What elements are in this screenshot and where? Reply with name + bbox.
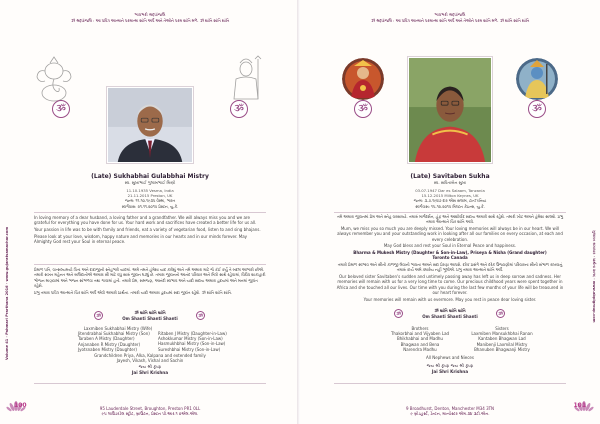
tribute-paragraph: In loving memory of a dear husband, a loving father and a grandfather. We will always miss you and we are grateful for everything you have done for us. Your hard work and sacrifices have created a better life for us all. bbox=[34, 215, 257, 226]
tribute-paragraph: Our beloved sister Savitaben's sudden and untimely passing away has left us in deep sorrow and sadness. Her memories will remain with us for a very long time to come. Our precious childhood years were spent together in Africa and she touched all our lives. Our time with you during the last few months of your life will be treasured in our heart forever. bbox=[336, 274, 564, 296]
divider bbox=[34, 212, 266, 213]
address-gujarati: ૯ બ્રોડહર્સ્ટ, ડેન્ટન, માન્ચેસ્ટર એમ.૩૪ ૩ટી.એન. bbox=[410, 411, 490, 416]
left-header-line2: ૐ શ્રદ્ધાંજલિ : આ પવિત્ર આત્માને પરમાત્મા શાંતિ અર્પે અને તેઓને પરમ શાંતિ મળે. ૐ શાંતિ શાંતિ શાંતિ bbox=[70, 17, 230, 23]
signature-location: Toronto Canada bbox=[432, 255, 468, 261]
address-footer bbox=[30, 406, 270, 416]
tribute-text bbox=[334, 214, 566, 303]
om-small-icon: ૐ bbox=[496, 309, 505, 318]
nephews-line: All Nephews and Nieces bbox=[426, 355, 474, 360]
left-side-text: Volume 41 · Pahmari Prarthana 2016 · www.gujaratsamachar.com bbox=[5, 226, 9, 360]
portrait-photo bbox=[408, 57, 492, 163]
family-list-left bbox=[78, 326, 158, 352]
right-header-line2: ૐ શ્રદ્ધાંજલિ : આ પવિત્ર આત્માને પરમાત્મા શાંતિ અર્પે અને તેઓને પરમ શાંતિ મળે. ૐ શાંતિ શાંતિ શાંતિ bbox=[370, 17, 530, 23]
jai-shri-krishna: Jai Shri Krishna bbox=[431, 368, 469, 374]
tribute-paragraph: Your memories will remain with us evermore. May you rest in peace dear loving sister. bbox=[363, 296, 537, 302]
family-heading: Brothers bbox=[411, 326, 429, 331]
family-list-right bbox=[158, 331, 244, 352]
family-member: Kantaben Bhagwan Lad bbox=[478, 336, 526, 342]
address-footer bbox=[330, 406, 570, 416]
death-date: 15.12.2015 Milton Keynes, UK bbox=[421, 193, 479, 199]
jai-shri-krishna-block bbox=[300, 363, 600, 374]
tribute-text-gujarati bbox=[34, 267, 266, 296]
deceased-name: (Late) Savitaben Sukha bbox=[410, 173, 490, 180]
shanti-block bbox=[0, 310, 300, 321]
right-page bbox=[300, 0, 600, 424]
tribute-text bbox=[34, 215, 266, 246]
goddess-portrait-icon bbox=[342, 58, 384, 100]
family-member: Anjanaben R Mistry (Daughter) bbox=[78, 341, 141, 347]
divider bbox=[334, 212, 566, 213]
family-member: Ritaben J Mistry (Daughter-in-Law) bbox=[158, 331, 227, 336]
om-small-icon: ૐ bbox=[94, 311, 103, 320]
right-header bbox=[300, 12, 600, 23]
om-emblem-left: ૐ bbox=[52, 100, 70, 118]
family-member: Narendra Madhu bbox=[403, 346, 437, 352]
left-header bbox=[0, 12, 300, 23]
family-nephews bbox=[350, 355, 550, 360]
family-list-sisters bbox=[460, 326, 544, 352]
family-member: Jyotsnaben Mistry (Daughter) bbox=[78, 346, 137, 352]
tribute-paragraph-gujarati: તમે અમારા જીવનમાં પ્રેમ અને સ્નેહ વરસાવ્યો. તમારું માર્ગદર્શન, હૂંફ અને આશીર્વાદ સદાય અમારી સાથે રહેશે. તમારી ખોટ અમને હંમેશા સાલશે. પ્રભુ તમારા આત્માને ચિર શાંતિ આપે. bbox=[336, 214, 564, 225]
shanti-english: Om Shanti Shanti Shanti bbox=[422, 313, 478, 319]
birth-date: 03.07.1947 Dar es Salaam, Tanzania bbox=[415, 188, 485, 193]
deity-portrait-icon bbox=[516, 58, 558, 100]
life-dates bbox=[0, 188, 300, 209]
family-member: Bhikhabhai and Madhu bbox=[397, 336, 443, 342]
om-small-icon: ૐ bbox=[394, 309, 403, 318]
family-signature bbox=[334, 250, 566, 261]
jai-shri-krishna-gujarati: જય શ્રી કૃષ્ણ bbox=[138, 364, 162, 369]
family-member: Laxmiben Sukhabhai Mistry (Wife) bbox=[83, 326, 153, 331]
address: 9 Broadhurst, Denton, Manchester M34 3TN bbox=[405, 406, 495, 411]
family-member: Jitendrabhai Sukhabhai Mistry (Son) bbox=[78, 331, 150, 337]
deceased-name: (Late) Sukhabhai Gulabbhai Mistry bbox=[91, 173, 209, 180]
deceased-name-gujarati: સ્વ. સવિતાબેન સુખા bbox=[433, 180, 467, 185]
page-number: 100 bbox=[14, 402, 27, 409]
family-member: Manibenji Laxmilal Mistry bbox=[476, 341, 528, 347]
om-emblem-left: ૐ bbox=[354, 100, 372, 118]
om-emblem-right: ૐ bbox=[230, 100, 248, 118]
jai-shri-krishna: Jai Shri Krishna bbox=[131, 369, 169, 375]
om-emblem-right: ૐ bbox=[528, 100, 546, 118]
family-grandchildren bbox=[50, 353, 250, 363]
address-gujarati: ૯૫ લાઉડરડેલ સ્ટ્રીટ, બ્રાઉટન, પ્રેસ્ટન પી.આર.૧ ૦એલ.એલ. bbox=[101, 411, 199, 416]
birth-date-gujarati: જન્મ: ૩-૭-૧૯૪૭ દાર એસ સલામ, ટાન્ઝાનિયા bbox=[413, 198, 487, 204]
tribute-paragraph: Your passion in life was to be with family and friends, eat a variety of vegetarian food, listen to and sing bhajans. bbox=[34, 227, 261, 232]
family-heading: Sisters bbox=[495, 326, 509, 331]
grandchildren-line: Jayesh, Vikash, Vishal and Sachin bbox=[116, 358, 184, 364]
family-member: Bhanuben Bhagwanji Mistry bbox=[474, 346, 530, 352]
divider bbox=[34, 264, 266, 265]
tribute-paragraph-gujarati: પ્રેમાળ પતિ, વાત્સલ્યમયી પિતા અને દાદાજીની સ્નેહભરી યાદમાં. અમે તમને હંમેશા યાદ કરીશું અને તમે અમારા માટે જે કંઈ કર્યું તે બદલ આભારી છીએ. તમારી સખત મહેનત અને બલિદાનોએ અમારા સૌ માટે વધુ સારું જીવન ઘડ્યું છે. તમારા જીવનનો આનંદ પરિવાર અને મિત્રો સાથે રહેવામાં, વિવિધ શાકાહારી ભોજન માણવામાં અને ભજન સાંભળવા તથા ગાવામાં હતો. તમારો પ્રેમ, સમજણ, આનંદી સ્વભાવ અને યાદો સદાય અમારા હૃદયમાં અને મનમાં જીવંત રહેશે. bbox=[34, 267, 266, 289]
tribute-paragraph: May God bless and rest your Soul in Eternal Peace and happiness. bbox=[383, 243, 517, 249]
shiva-sketch-icon bbox=[222, 55, 270, 103]
left-header-line1: ભાવભરી શ્રદ્ધાંજલિ bbox=[134, 12, 166, 17]
family-list-brothers bbox=[380, 326, 460, 352]
signature-names: Bharma & Mukesh Mistry (Daughter & Son-in-Law), Priseya & Nisha (Grand daughter) bbox=[353, 250, 547, 255]
deceased-name-gujarati: સ્વ. સુખાભાઈ ગુલાબભાઈ મિસ્ત્રી bbox=[124, 180, 176, 185]
family-member: Taraben A Mistry (Daughter) bbox=[78, 336, 135, 342]
right-side-text: ગુજરાત સમાચાર · પ્રાર્થના ૨૦૧૬ · www.abplgroup.com bbox=[592, 230, 596, 323]
shanti-gujarati: ૐ શાંતિ શાંતિ શાંતિ bbox=[434, 308, 466, 313]
grandchildren-line: Grandchildren Priya, Alka, Kalpana and extended family bbox=[94, 353, 206, 358]
tribute-paragraph-gujarati: તમારો પ્રેમાળ સ્વભાવ અને સૌની કાળજી લેવાની ભાવના અમને સદા પ્રેરણા આપશે. દરેક પ્રસંગે અને દરેક ઉજવણીમાં પરિવારના સૌની સંભાળ રાખવાનું તમારું કાર્ય અમે ક્યારેય નહીં ભૂલીએ. પ્રભુ તમારા આત્માને શાંતિ અર્પે. bbox=[337, 262, 563, 273]
tribute-paragraph-gujarati: પ્રભુ તમારા પવિત્ર આત્માને ચિર શાંતિ અર્પે એવી અમારી પ્રાર્થના. તમારી યાદો અમારા હૃદયમાં સદા જીવંત રહેશે. ૐ શાંતિ શાંતિ શાંતિ. bbox=[34, 289, 233, 295]
life-dates bbox=[300, 188, 600, 209]
divider bbox=[34, 383, 266, 384]
tribute-paragraph: Mum, we miss you so much you are deeply missed. Your loving memories will always be in our heart. We will always remember you and your outstanding work in looking after all our families on every occasion, at each and every celebration. bbox=[337, 226, 563, 242]
ganesh-sketch-icon bbox=[30, 55, 78, 103]
shanti-english: Om Shanti Shanti Shanti bbox=[122, 315, 178, 321]
tribute-paragraph: Please look at your love, wisdom, happy nature and memories in our hearts and in our minds forever. May Almighty God rest your Soul in eternal peace. bbox=[34, 233, 248, 244]
family-member: Thakorbhai and Vijyaben Lad bbox=[390, 331, 450, 337]
portrait-photo bbox=[107, 87, 193, 163]
family-member: Hasmukhbhai Mistry (Son-in-Law) bbox=[158, 341, 226, 347]
birth-date: 11.10.1935 Vesma, India bbox=[126, 188, 174, 193]
family-member: Laxmiben Mansukhbhai Ranan bbox=[471, 331, 533, 337]
jai-shri-krishna-gujarati: જય શ્રી કૃષ્ણ જય શ્રી કૃષ્ણ bbox=[426, 363, 474, 368]
family-member: Sureshbhai Mistry (Son-in-Law) bbox=[158, 346, 221, 352]
address: 95 Lauderdale Street, Broughton, Preston PR1 0LL bbox=[99, 406, 201, 411]
family-member: Ashokkumar Mistry (Son-in-Law) bbox=[158, 336, 223, 342]
page-number: 101 bbox=[573, 402, 586, 409]
death-date: 21.11.2015 Preston, UK bbox=[127, 193, 173, 199]
death-date-gujarati: સ્વર્ગવાસ: ૨૧-૧૧-૨૦૧૫ પ્રેસ્ટન, યુ.કે. bbox=[121, 203, 179, 209]
shanti-gujarati: ૐ શાંતિ શાંતિ શાંતિ bbox=[134, 310, 166, 315]
jai-shri-krishna-block bbox=[0, 364, 300, 375]
birth-date-gujarati: જન્મ: ૧૧-૧૦-૧૯૩૫ વેસ્મા, ભારત bbox=[124, 198, 176, 204]
death-date-gujarati: સ્વર્ગવાસ: ૧૫-૧૨-૨૦૧૫ મિલ્ટન કેઇન્સ, યુ.કે. bbox=[415, 203, 485, 209]
shanti-block bbox=[300, 308, 600, 319]
family-member: Bhagwan and Bena bbox=[400, 341, 440, 347]
right-header-line1: ભાવભરી શ્રદ્ધાંજલિ bbox=[434, 12, 466, 17]
om-small-icon: ૐ bbox=[196, 311, 205, 320]
divider bbox=[334, 383, 566, 384]
